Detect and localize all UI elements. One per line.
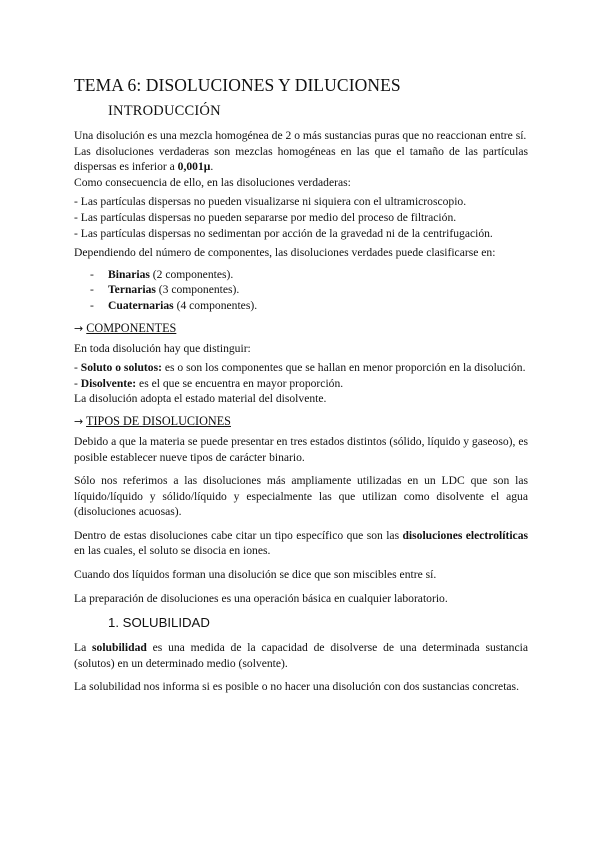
soluto-definition: - Soluto o solutos: es o son los componentes que se hallan en menor proporción en la disolución. xyxy=(74,361,526,375)
componentes-paragraph-2: La disolución adopta el estado material del disolvente. xyxy=(74,392,327,406)
property-line: - Las partículas dispersas no sedimentan por acción de la gravedad ni de la centrifugación. xyxy=(74,226,493,240)
document-title: TEMA 6: DISOLUCIONES Y DILUCIONES xyxy=(74,75,401,95)
particle-size-value: 0,001μ xyxy=(177,160,211,174)
property-line: - Las partículas dispersas no pueden separarse por medio del proceso de filtración. xyxy=(74,210,457,224)
solubilidad-paragraph-1: La solubilidad es una medida de la capacidad de disolverse de una determinada sustancia (solutos) en un determinado medio (solvente). xyxy=(74,641,528,670)
componentes-paragraph-1: En toda disolución hay que distinguir: xyxy=(74,341,251,355)
list-item: - Cuaternarias (4 componentes). xyxy=(90,298,258,312)
arrow-right-icon: → xyxy=(74,321,84,335)
document-page xyxy=(74,74,528,695)
componentes-heading: → COMPONENTES xyxy=(74,320,177,335)
solubilidad-heading: 1. SOLUBILIDAD xyxy=(108,615,210,631)
intro-paragraph-1: Una disolución es una mezcla homogénea de 2 o más sustancias puras que no reaccionan entre sí. xyxy=(74,129,527,142)
intro-paragraph-4: Dependiendo del número de componentes, las disoluciones verdades puede clasificarse en: xyxy=(74,246,496,260)
intro-paragraph-3: Como consecuencia de ello, en las disoluciones verdaderas: xyxy=(74,175,351,189)
properties-list xyxy=(74,194,528,241)
tipos-heading: → TIPOS DE DISOLUCIONES xyxy=(74,413,231,428)
arrow-right-icon: → xyxy=(74,414,84,428)
tipos-paragraph-3: Dentro de estas disoluciones cabe citar un tipo específico que son las disoluciones electrolíticas en las cuales, el soluto se disocia en iones. xyxy=(74,528,529,558)
list-item: - Ternarias (3 componentes). xyxy=(90,283,240,297)
classification-list xyxy=(74,267,528,314)
intro-paragraph-2: Las disoluciones verdaderas son mezclas homogéneas en las que el tamaño de las partículas dispersas es inferior a 0,001μ. xyxy=(74,144,528,174)
intro-heading: INTRODUCCIÓN xyxy=(108,103,221,119)
tipos-paragraph-5: La preparación de disoluciones es una operación básica en cualquier laboratorio. xyxy=(74,591,448,605)
solubilidad-paragraph-2: La solubilidad nos informa si es posible o no hacer una disolución con dos sustancias concretas. xyxy=(74,680,519,694)
tipos-paragraph-4: Cuando dos líquidos forman una disolución se dice que son miscibles entre sí. xyxy=(74,568,437,582)
property-line: - Las partículas dispersas no pueden visualizarse ni siquiera con el ultramicroscopio. xyxy=(74,195,467,209)
tipos-paragraph-2: Sólo nos referimos a las disoluciones más ampliamente utilizadas en un LDC que son las líquido/líquido y sólido/líquido y especialmente las que utilizan como disolvente el agua (disoluciones acuosas). xyxy=(74,474,528,519)
disolvente-definition: - Disolvente: es el que se encuentra en mayor proporción. xyxy=(74,376,344,390)
tipos-paragraph-1: Debido a que la materia se puede presentar en tres estados distintos (sólido, líquido y gaseoso), es posible establecer nueve tipos de carácter binario. xyxy=(74,434,528,464)
list-item: - Binarias (2 componentes). xyxy=(90,267,234,281)
